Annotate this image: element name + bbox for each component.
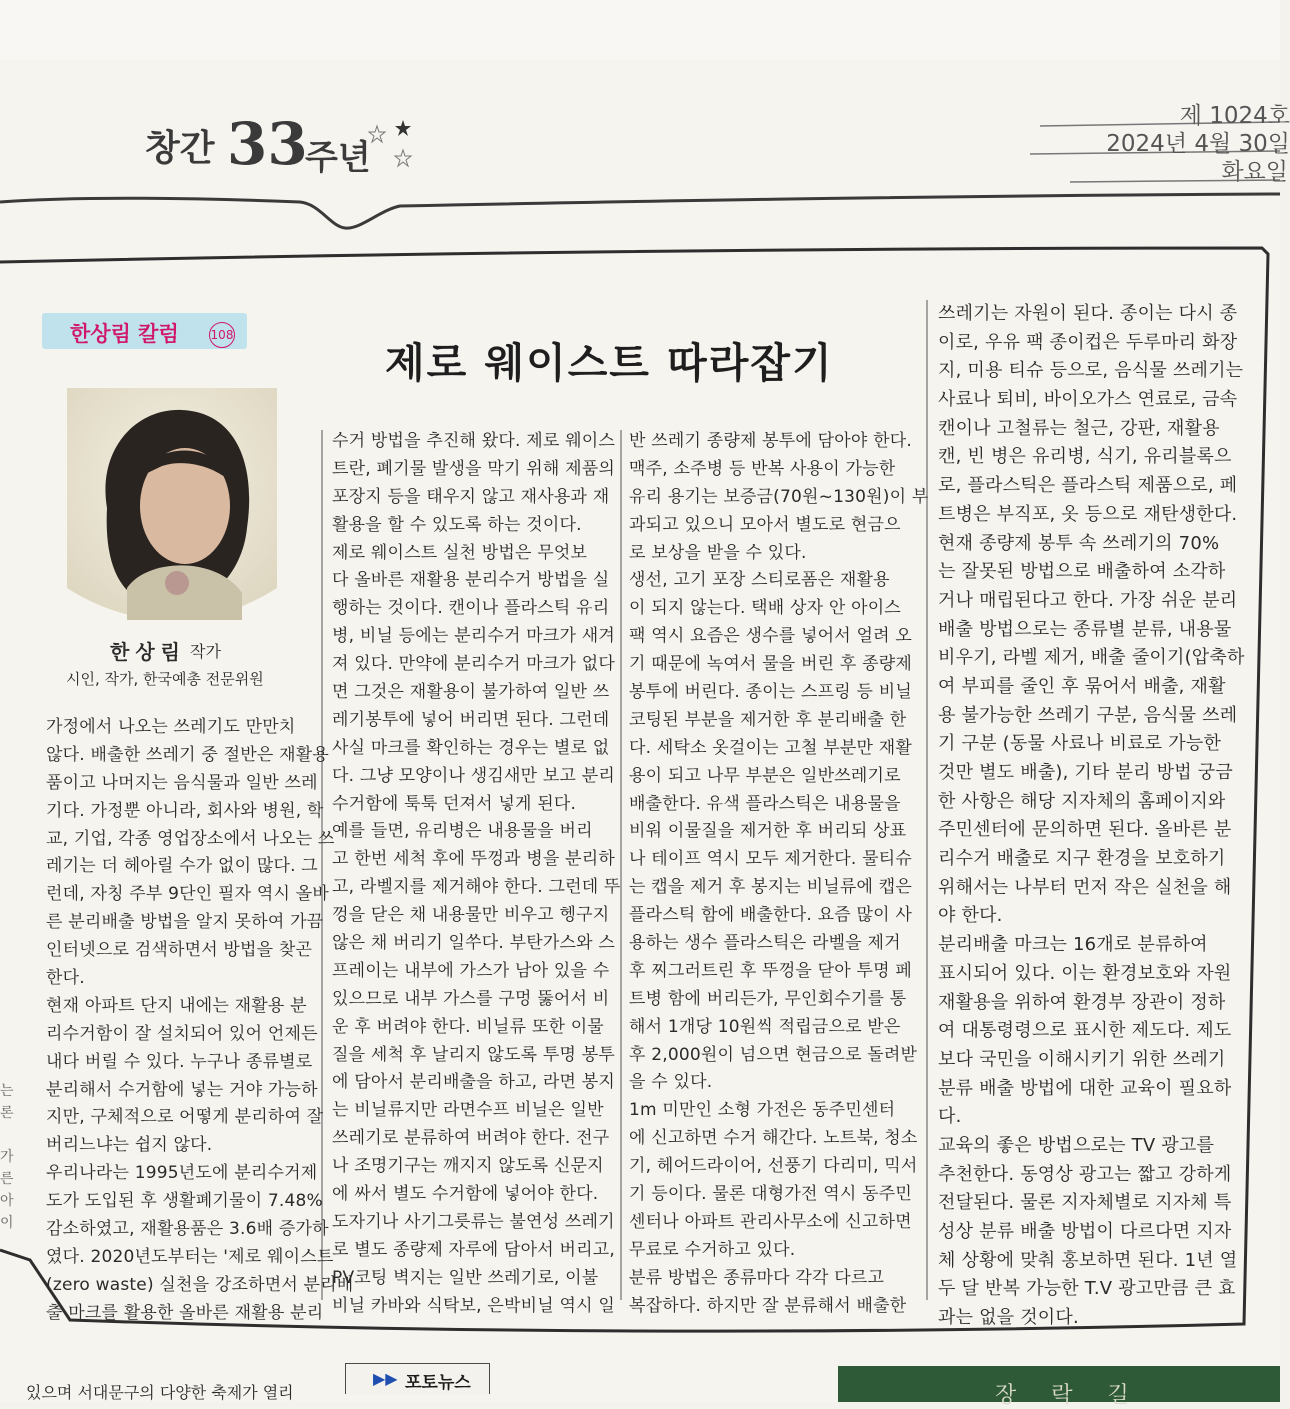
text-line: 였다. 2020년도부터는 '제로 웨이스트 bbox=[46, 1246, 334, 1267]
text-line: 분리해서 수거함에 넣는 거야 가능하 bbox=[46, 1079, 318, 1100]
green-banner-text: 장 락 길 bbox=[995, 1383, 1143, 1408]
text-line: 을 수 있다. bbox=[629, 1072, 713, 1093]
text-line: 현재 아파트 단지 내에는 재활용 분 bbox=[46, 995, 307, 1016]
text-line: 기, 헤어드라이어, 선풍기 다리미, 믹서 bbox=[629, 1156, 918, 1177]
text-line: 리수거함이 잘 설치되어 있어 언제든 bbox=[46, 1023, 318, 1044]
text-line: 로 보상을 받을 수 있다. bbox=[629, 542, 807, 563]
text-line: 해서 1개당 10원씩 적립금으로 받은 bbox=[629, 1016, 901, 1037]
left-edge-fragment: 는 론 가 른 아 이 bbox=[0, 1083, 14, 1231]
text-line: 비닐 카바와 식탁보, 은박비닐 역시 일 bbox=[332, 1295, 615, 1316]
text-line: 이로, 우유 팩 종이컵은 두루마리 화장 bbox=[938, 331, 1238, 353]
text-line: 우리나라는 1995년도에 분리수거제 bbox=[46, 1163, 318, 1184]
text-line: 도자기나 사기그릇류는 불연성 쓰레기 bbox=[332, 1211, 615, 1232]
text-line: 행하는 것이다. 캔이나 플라스틱 유리 bbox=[332, 598, 610, 619]
text-line: 것만 별도 배출), 기타 분리 방법 궁금 bbox=[938, 762, 1233, 783]
text-line: 도가 도입된 후 생활폐기물이 7.48% bbox=[46, 1191, 323, 1212]
text-line: 에 담아서 분리배출을 하고, 라면 봉지 bbox=[332, 1072, 615, 1093]
text-line: 기 등이다. 물론 대형가전 역시 동주민 bbox=[629, 1184, 912, 1205]
text-line: 생선, 고기 포장 스티로폼은 재활용 bbox=[629, 570, 890, 591]
text-line: 품이고 나머지는 음식물과 일반 쓰레 bbox=[46, 772, 318, 793]
text-line: 수거함에 툭툭 던져서 넣게 된다. bbox=[332, 793, 577, 814]
text-line: 후 2,000원이 넘으면 현금으로 돌려받 bbox=[629, 1044, 918, 1065]
text-line: 다 올바른 재활용 분리수거 방법을 실 bbox=[332, 570, 610, 591]
text-line: 포장지 등을 태우지 않고 재사용과 재 bbox=[332, 486, 610, 507]
issue-info bbox=[1106, 102, 1290, 186]
text-line: 과되고 있으니 모아서 별도로 현금으 bbox=[629, 514, 901, 535]
text-line: 다. bbox=[938, 1106, 962, 1128]
text-line: 캔이나 고철류는 철근, 강판, 재활용 bbox=[938, 417, 1220, 439]
text-line: 캔, 빈 병은 유리병, 식기, 유리블록으 bbox=[938, 446, 1232, 468]
text-line: 표시되어 있다. 이는 환경보호와 자원 bbox=[938, 962, 1232, 984]
text-line: 수거 방법을 추진해 왔다. 제로 웨이스 bbox=[332, 431, 615, 451]
text-line: 교, 기업, 각종 영업장소에서 나오는 쓰 bbox=[46, 828, 335, 849]
anniversary-prefix: 창간 bbox=[145, 127, 215, 169]
text-line: 과는 없을 것이다. bbox=[938, 1307, 1079, 1329]
body-column-4 bbox=[938, 300, 1256, 1333]
text-line: 않은 채 버리기 일쑤다. 부탄가스와 스 bbox=[332, 933, 615, 954]
body-column-2 bbox=[332, 428, 621, 1321]
text-line: 리수거 배출로 지구 환경을 보호하기 bbox=[938, 848, 1226, 870]
text-line: 껑을 닫은 채 내용물만 비우고 헹구지 bbox=[332, 905, 610, 926]
text-line: 추천한다. 동영상 광고는 짧고 강하게 bbox=[938, 1163, 1232, 1185]
text-line: 는 캡을 제거 후 봉지는 비닐류에 캡은 bbox=[629, 877, 912, 898]
text-line: 활용을 할 수 있도록 하는 것이다. bbox=[332, 514, 582, 535]
text-line: 쓰레기로 분류하여 버려야 한다. 전구 bbox=[332, 1128, 610, 1149]
text-line: 맥주, 소주병 등 반복 사용이 가능한 bbox=[629, 458, 896, 479]
text-line: 나 조명기구는 깨지지 않도록 신문지 bbox=[332, 1156, 604, 1177]
text-line: 플라스틱 함에 배출한다. 요즘 많이 사 bbox=[629, 905, 912, 926]
text-line: 배출한다. 유색 플라스틱은 내용물을 bbox=[629, 793, 901, 814]
text-line: 기다. 가정뿐 아니라, 회사와 병원, 학 bbox=[46, 800, 324, 821]
text-line: 여 대통령령으로 표시한 제도다. 제도 bbox=[938, 1020, 1232, 1042]
text-line: 져 있다. 만약에 분리수거 마크가 없다 bbox=[332, 654, 615, 675]
top-margin bbox=[0, 0, 1280, 60]
text-line: 거나 매립된다고 한다. 가장 쉬운 분리 bbox=[938, 589, 1238, 611]
text-line: 병, 비닐 등에는 분리수거 마크가 새겨 bbox=[332, 626, 615, 647]
headline: 제로 웨이스트 따라잡기 bbox=[385, 339, 834, 387]
text-line: 체 상황에 맞춰 홍보하면 된다. 1년 열 bbox=[938, 1249, 1238, 1271]
text-line: 고 한번 세척 후에 뚜껑과 병을 분리하 bbox=[332, 849, 615, 870]
text-line: 센터나 아파트 관리사무소에 신고하면 bbox=[629, 1211, 912, 1232]
text-line: 제로 웨이스트 실천 방법은 무엇보 bbox=[332, 542, 588, 563]
text-line: 른 분리배출 방법을 알지 못하여 가끔 bbox=[46, 912, 324, 933]
text-line: 무료로 수거하고 있다. bbox=[629, 1239, 796, 1260]
author-name: 한상림 bbox=[110, 640, 186, 664]
text-line: 레기는 더 헤아릴 수가 없이 많다. 그 bbox=[46, 856, 318, 877]
text-line: 는 잘못된 방법으로 배출하여 소각하 bbox=[938, 561, 1226, 583]
text-line: 에 신고하면 수거 해간다. 노트북, 청소 bbox=[629, 1128, 918, 1149]
column-tag-number: 108 bbox=[209, 322, 235, 348]
issue-weekday: 화요일 bbox=[1221, 159, 1288, 185]
text-line: 않다. 배출한 쓰레기 중 절반은 재활용 bbox=[46, 744, 329, 765]
text-line: 예를 들면, 유리병은 내용물을 버리 bbox=[332, 821, 593, 842]
text-line: 위해서는 나부터 먼저 작은 실천을 해 bbox=[938, 876, 1232, 898]
text-line: 봉투에 버린다. 종이는 스프링 등 비닐 bbox=[629, 682, 912, 703]
text-line: 이 되지 않는다. 택배 상자 안 아이스 bbox=[629, 598, 901, 619]
text-line: 다. 그냥 모양이나 생김새만 보고 분리 bbox=[332, 765, 615, 786]
next-article-text: 있으며 서대문구의 다양한 축제가 열리 bbox=[26, 1383, 294, 1402]
text-line: 재활용을 위하여 환경부 장관이 정하 bbox=[938, 991, 1226, 1013]
text-line: 로, 플라스틱은 플라스틱 제품으로, 페 bbox=[938, 475, 1238, 497]
text-line: 반 쓰레기 종량제 봉투에 담아야 한다. bbox=[629, 431, 912, 451]
text-line: 쓰레기는 자원이 된다. 종이는 다시 종 bbox=[938, 303, 1238, 324]
body-column-1 bbox=[46, 714, 354, 1328]
text-line: 복잡하다. 하지만 잘 분류해서 배출한 bbox=[629, 1295, 907, 1316]
anniversary-suffix: 주년 bbox=[305, 138, 371, 178]
text-line: (zero waste) 실천을 강조하면서 분리배 bbox=[46, 1274, 354, 1295]
text-line: 지, 미용 티슈 등으로, 음식물 쓰레기는 bbox=[938, 360, 1244, 382]
text-line: 에 싸서 별도 수거함에 넣어야 한다. bbox=[332, 1184, 599, 1205]
text-line: 가정에서 나오는 쓰레기도 만만치 bbox=[46, 717, 296, 737]
photo-news-label: 포토뉴스 bbox=[405, 1373, 471, 1393]
text-line: 용 불가능한 쓰레기 구분, 음식물 쓰레 bbox=[938, 704, 1238, 726]
text-line: 런데, 자칭 주부 9단인 필자 역시 올바 bbox=[46, 884, 329, 905]
text-line: 는 비닐류지만 라면수프 비닐은 일반 bbox=[332, 1100, 604, 1121]
issue-date: 2024년 4월 30일 bbox=[1106, 131, 1290, 157]
text-line: PV코팅 벽지는 일반 쓰레기로, 이불 bbox=[332, 1267, 599, 1288]
text-line: 사료나 퇴비, 바이오가스 연료로, 금속 bbox=[938, 389, 1238, 411]
author-photo bbox=[67, 388, 277, 618]
text-line: 성상 분류 배출 방법이 다르다면 지자 bbox=[938, 1221, 1232, 1242]
author-description: 시인, 작가, 한국예총 전문위원 bbox=[66, 670, 264, 688]
double-arrow-icon: ▶▶ bbox=[373, 1369, 398, 1388]
text-line: 질을 세척 후 날리지 않도록 투명 봉투 bbox=[332, 1044, 615, 1065]
text-line: 면 그것은 재활용이 불가하여 일반 쓰 bbox=[332, 682, 610, 703]
text-line: 유리 용기는 보증금(70원~130원)이 부 bbox=[629, 486, 929, 507]
stars-icon bbox=[365, 118, 425, 178]
text-line: 로 별도 종량제 자루에 담아서 버리고, bbox=[332, 1239, 615, 1260]
text-line: 용이 되고 나무 부분은 일반쓰레기로 bbox=[629, 765, 901, 786]
text-line: 한 사항은 해당 지자체의 홈페이지와 bbox=[938, 790, 1226, 812]
author-role: 작가 bbox=[190, 642, 221, 661]
text-line: 트병 함에 버리든가, 무인회수기를 통 bbox=[629, 988, 907, 1009]
text-line: 주민센터에 문의하면 된다. 올바른 분 bbox=[938, 819, 1232, 841]
text-line: 다. 세탁소 옷걸이는 고철 부분만 재활 bbox=[629, 737, 912, 758]
text-line: 트병은 부직포, 옷 등으로 재탄생한다. bbox=[938, 503, 1238, 525]
text-line: 레기봉투에 넣어 버리면 된다. 그런데 bbox=[332, 709, 610, 730]
text-line: 분류 배출 방법에 대한 교육이 필요하 bbox=[938, 1077, 1232, 1099]
text-line: 인터넷으로 검색하면서 방법을 찾곤 bbox=[46, 940, 313, 961]
text-line: 감소하였고, 재활용품은 3.6배 증가하 bbox=[46, 1219, 329, 1240]
text-line: 용하는 생수 플라스틱은 라벨을 제거 bbox=[629, 933, 901, 954]
text-line: 트란, 폐기물 발생을 막기 위해 제품의 bbox=[332, 458, 615, 479]
text-line: 내다 버릴 수 있다. 누구나 종류별로 bbox=[46, 1051, 313, 1072]
text-line: 출 마크를 활용한 올바른 재활용 분리 bbox=[46, 1302, 324, 1323]
text-line: 지만, 구체적으로 어떻게 분리하여 잘 bbox=[46, 1107, 324, 1128]
text-line: 기 때문에 녹여서 물을 버린 후 종량제 bbox=[629, 654, 912, 675]
text-line: 후 찌그러트린 후 뚜껑을 닫아 투명 페 bbox=[629, 960, 912, 981]
text-line: 비우기, 라벨 제거, 배출 줄이기(압축하 bbox=[938, 647, 1245, 669]
text-line: 현재 종량제 봉투 속 쓰레기의 70% bbox=[938, 532, 1220, 554]
text-line: 고, 라벨지를 제거해야 한다. 그런데 뚜 bbox=[332, 877, 621, 898]
column-tag-label: 한상림 칼럼 bbox=[70, 322, 179, 346]
text-line: 프레이는 내부에 가스가 남아 있을 수 bbox=[332, 960, 610, 981]
body-column-3 bbox=[629, 428, 929, 1321]
text-line: 나 테이프 역시 모두 제거한다. 물티슈 bbox=[629, 849, 912, 870]
text-line: 팩 역시 요즘은 생수를 넣어서 얼려 오 bbox=[629, 626, 912, 647]
text-line: 버리느냐는 쉽지 않다. bbox=[46, 1135, 213, 1156]
text-line: 야 한다. bbox=[938, 905, 1003, 927]
anniversary-number: 33 bbox=[227, 110, 308, 178]
text-line: 교육의 좋은 방법으로는 TV 광고를 bbox=[938, 1134, 1215, 1156]
text-line: 여 부피를 줄인 후 묶어서 배출, 재활 bbox=[938, 675, 1226, 697]
text-line: 1m 미만인 소형 가전은 동주민센터 bbox=[629, 1100, 896, 1121]
issue-number: 제 1024호 bbox=[1179, 103, 1290, 129]
text-line: 전달된다. 물론 지자체별로 지자체 특 bbox=[938, 1192, 1232, 1214]
text-line: 분류 방법은 종류마다 각각 다르고 bbox=[629, 1267, 885, 1288]
text-line: 분리배출 마크는 16개로 분류하여 bbox=[938, 934, 1208, 956]
text-line: 기 구분 (동물 사료나 비료로 가능한 bbox=[938, 733, 1222, 755]
text-line: 배출 방법으로는 종류별 분류, 내용물 bbox=[938, 618, 1232, 640]
text-line: 코팅된 부분을 제거한 후 분리배출 한 bbox=[629, 709, 907, 730]
text-line: 운 후 버려야 한다. 비닐류 또한 이물 bbox=[332, 1016, 604, 1037]
text-line: 한다. bbox=[46, 968, 85, 989]
text-line: 사실 마크를 확인하는 경우는 별로 없 bbox=[332, 737, 610, 758]
text-line: 있으므로 내부 가스를 구멍 뚫어서 비 bbox=[332, 988, 610, 1009]
text-line: 비워 이물질을 제거한 후 버리되 상표 bbox=[629, 821, 907, 842]
text-line: 두 달 반복 가능한 T.V 광고만큼 큰 효 bbox=[938, 1278, 1236, 1300]
text-line: 보다 국민을 이해시키기 위한 쓰레기 bbox=[938, 1048, 1226, 1070]
